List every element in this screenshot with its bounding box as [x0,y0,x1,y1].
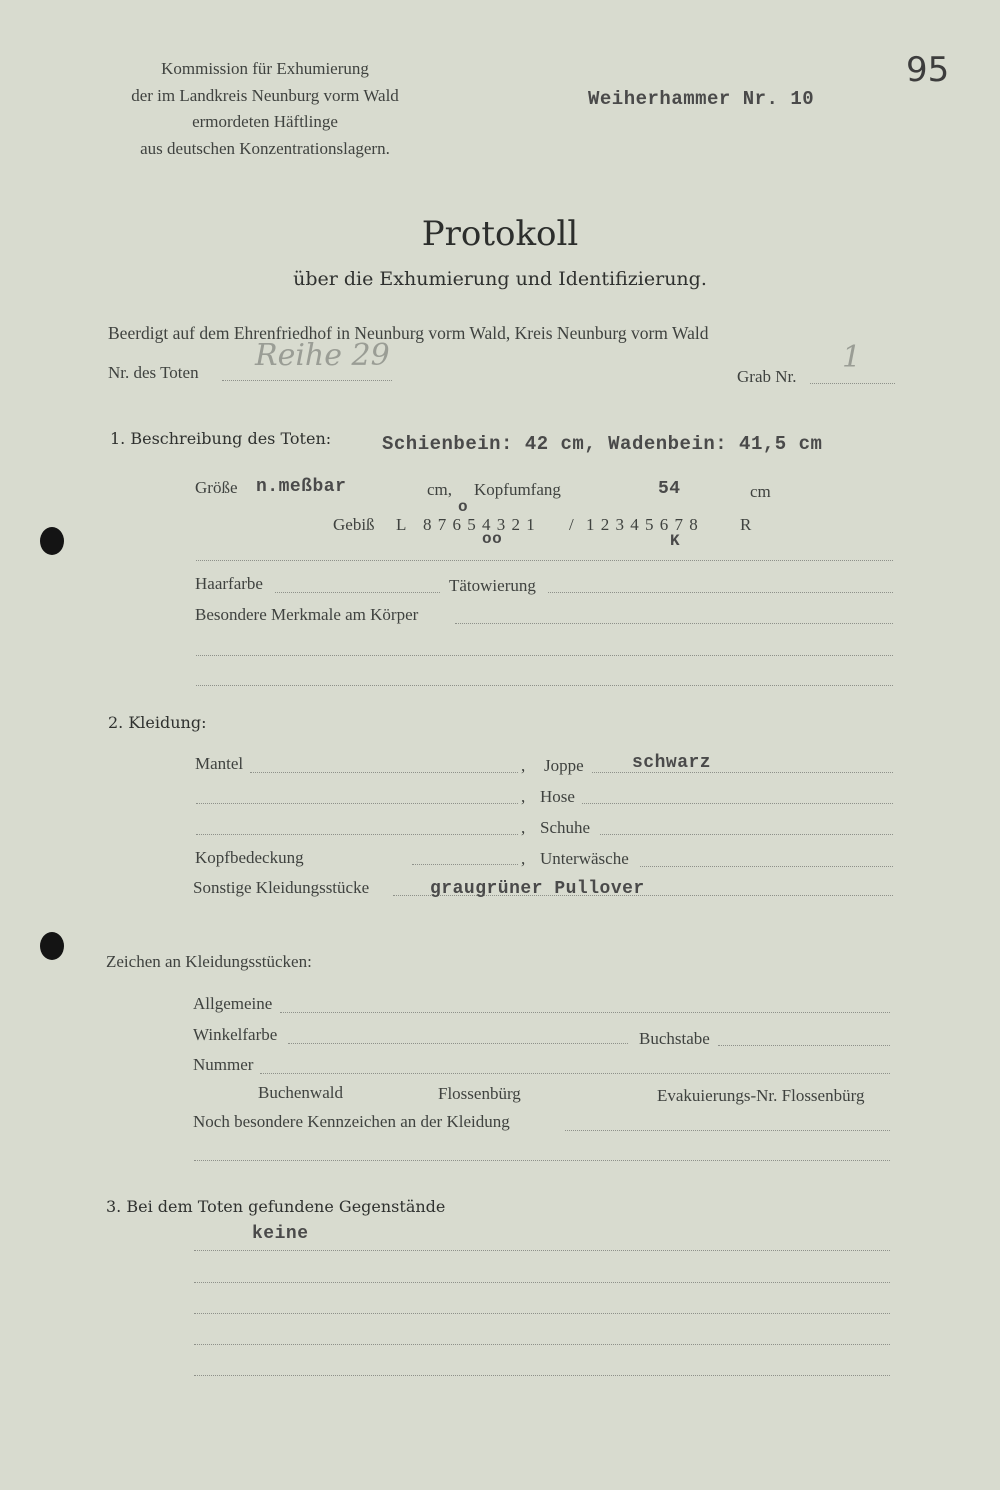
coat-line [250,772,518,773]
other-clothing-label: Sonstige Kleidungsstücke [193,878,370,897]
general-marks-label: Allgemeine [193,994,273,1013]
shoes-line [600,834,893,835]
headwear-label: Kopfbedeckung [195,848,304,867]
headwear-line [412,864,518,865]
jacket-label: Joppe [544,756,584,775]
clothing-line-blank-2 [196,834,518,835]
commission-header [95,56,435,162]
teeth-mark-oo: oo [482,530,503,548]
head-circumference-value: 54 [658,479,681,499]
comma: , [521,787,526,806]
size-unit: cm, [427,480,453,499]
number-line [260,1073,890,1074]
special-features-line-3 [196,685,893,686]
section2-heading: 2. Kleidung: [108,713,207,732]
size-value: n.meßbar [256,477,347,497]
other-marks-line [565,1130,890,1131]
shoes-label: Schuhe [540,818,591,837]
found-items-value: keine [252,1224,309,1244]
section1-heading: 1. Beschreibung des Toten: [110,429,332,448]
buchenwald-label: Buchenwald [258,1083,343,1102]
teeth-separator: / [569,515,574,534]
teeth-line [196,560,893,561]
teeth-left-marker: L [396,515,407,534]
commission-line: aus deutschen Konzentrationslagern. [140,138,390,158]
section1-typed-measurements: Schienbein: 42 cm, Wadenbein: 41,5 cm [382,433,823,455]
dead-number-line [222,380,392,381]
letter-label: Buchstabe [639,1029,710,1048]
document-title: Protokoll [421,214,579,254]
grave-number-label: Grab Nr. [737,367,797,386]
jacket-value: schwarz [632,753,712,773]
underwear-label: Unterwäsche [540,849,629,868]
clothing-line-blank-1 [196,803,518,804]
hair-color-line [275,592,440,593]
hair-color-label: Haarfarbe [195,574,263,593]
commission-line: der im Landkreis Neunburg vorm Wald [131,85,399,105]
page-number: 95 [906,50,950,90]
tattoo-label: Tätowierung [449,576,536,595]
location-typed: Weiherhammer Nr. 10 [588,88,815,110]
dead-number-value: Reihe 29 [255,338,390,373]
found-items-line-3 [194,1313,890,1314]
size-label: Größe [195,478,238,497]
tattoo-line [548,592,893,593]
evacuation-number-label: Evakuierungs-Nr. Flossenbürg [657,1086,865,1105]
underwear-line [640,866,893,867]
special-features-label: Besondere Merkmale am Körper [195,605,419,624]
document-subtitle: über die Exhumierung und Identifizierung. [293,268,707,290]
commission-line: Kommission für Exhumierung [161,59,369,78]
number-label: Nummer [193,1055,254,1074]
triangle-color-label: Winkelfarbe [193,1025,278,1044]
punch-hole-bottom [40,932,64,960]
punch-hole-top [40,527,64,555]
special-features-line-2 [196,655,893,656]
commission-line: ermordeten Häftlinge [192,112,338,131]
letter-line [718,1045,890,1046]
grave-number-value: 1 [842,340,862,375]
trousers-label: Hose [540,787,575,806]
coat-label: Mantel [195,754,244,773]
found-items-line-5 [194,1375,890,1376]
found-items-line-4 [194,1344,890,1345]
grave-number-line [810,383,895,384]
special-features-line [455,623,893,624]
teeth-right-numbers: 1 2 3 4 5 6 7 8 [586,515,699,534]
other-clothing-value: graugrüner Pullover [430,879,645,899]
dead-number-label: Nr. des Toten [108,363,199,382]
triangle-color-line [288,1043,628,1044]
head-circumference-label: Kopfumfang [474,480,561,499]
general-marks-line [280,1012,890,1013]
comma: , [521,818,526,837]
found-items-line-1 [194,1250,890,1251]
section3-heading: 3. Bei dem Toten gefundene Gegenstände [106,1197,446,1216]
burial-line: Beerdigt auf dem Ehrenfriedhof in Neunburg vorm Wald, Kreis Neunburg vorm Wald [108,323,709,343]
teeth-left-numbers: 8 7 6 5 4 3 2 1 [423,515,536,534]
found-items-line-2 [194,1282,890,1283]
clothing-marks-heading: Zeichen an Kleidungsstücken: [106,952,312,971]
comma: , [521,756,526,775]
teeth-mark-o: o [458,498,469,516]
comma: , [521,849,526,868]
other-marks-label: Noch besondere Kennzeichen an der Kleidung [193,1112,510,1131]
trousers-line [582,803,893,804]
teeth-mark-k: K [670,532,681,550]
head-circumference-unit: cm [750,482,771,501]
teeth-right-marker: R [740,515,752,534]
flossenbuerg-label: Flossenbürg [438,1084,521,1103]
other-marks-line-2 [194,1160,890,1161]
teeth-label: Gebiß [333,515,375,534]
